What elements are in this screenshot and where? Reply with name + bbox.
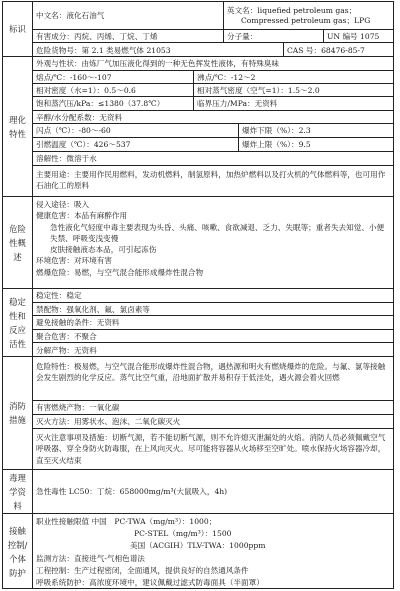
monitoring-method: 监测方法：直接进气-气相色谱法 [36,553,145,563]
label-protection: 接触控制/个体防护 [3,514,33,589]
conditions-to-avoid: 避免接触的条件：无资料 [36,318,120,327]
acgih-tlv: 美国（ACGIH）TLV-TWA：1000ppm [130,541,266,551]
solubility: 溶解性：微溶于水 [36,154,97,163]
section-toxicity [3,470,393,514]
explosion-hazard: 燃爆危险：易燃，与空气混合能形成爆炸性混合物 [36,267,204,277]
msds-table [2,1,394,589]
molecular-weight: 分子量： [223,30,323,42]
relative-density-water: 相对密度（水=1）：0.5～0.6 [36,85,136,95]
relative-density-air: 相对蒸气密度（空气=1）：1.5～2.0 [193,84,393,96]
ignition-temperature: 引燃温度（℃）：426～537 [36,140,131,149]
hazard-goods-number: 危险货物号：第 2.1 类易燃气体 21053 [36,45,171,55]
appearance: 外观与性状：由炼厂气加压液化得到的一种无色挥发性液体，有特殊臭味 [36,59,279,68]
critical-pressure: 临界压力/MPa：无资料 [193,97,393,110]
incompatible-materials: 禁配物：强氧化剂、氟、氯卤素等 [36,304,150,314]
vapor-pressure: 饱和蒸汽压/kPa：≤1380（37.8℃） [36,99,165,108]
pc-stel: PC-STEL（mg/m³）：1500 [134,529,232,539]
octanol-water-coefficient: 辛醇/水分配系数：无资料 [36,112,123,122]
label-fire: 消防措施 [3,357,33,469]
firefighting-precautions: 灭火注意事项及措施：切断气源，若不能切断气源，则不允许熄灭泄漏处的火焰。消防人员必须佩戴空气呼吸器、穿全身防火防毒服，在上风向灭火。尽可能将容器从火场移至空旷处。喷水保持火场容器冷却，直至灭火结束 [36,433,386,465]
label-stability: 稳定性和反应活性 [3,289,33,356]
skin-contact: 皮肤接触液态本品，可引起冻伤 [50,245,157,255]
label-identity: 标识 [3,2,33,56]
chinese-name: 中文名：液化石油气 [36,11,105,20]
decomposition-products: 分解产物：无资料 [36,345,97,355]
acute-toxicity: 急性毒性 LC50：丁烷：658000mg/m³(大鼠吸入，4h) [36,487,228,496]
explosion-upper-limit: 爆炸上限（%）：9.5 [238,138,393,151]
extinguishing-method: 灭火方法：用雾状水、泡沫、二氧化碳灭火 [36,417,181,426]
stability: 稳定性：稳定 [36,291,82,300]
label-hazard: 危险性概述 [3,197,33,288]
combustion-products: 有害燃烧产物：一氧化碳 [36,403,120,412]
english-name: 英文名：liquefied petroleum gas； Compressed petroleum gas；LPG [223,2,393,29]
section-hazard [3,197,393,289]
route-of-entry: 侵入途径：吸入 [36,200,90,209]
melting-point: 熔点/℃：-160～-107 [36,72,112,82]
polymerization-hazard: 聚合危害：不聚合 [36,331,97,341]
section-fire [3,357,393,470]
section-protection [3,514,393,589]
label-toxicity: 毒理学资料 [3,470,33,513]
flash-point: 闪点（℃）：-80～-60 [36,126,111,135]
hazardous-components: 有害成分：丙烷、丙烯、丁烷、丁烯 [36,31,158,41]
section-stability [3,289,393,357]
oel-china: 职业性接触限值 中国 PC-TWA（mg/m³）：1000； [36,517,217,526]
pc-twa: PC-TWA（mg/m³）：1000； [114,517,217,526]
acute-poisoning: 急性液化气轻度中毒主要表现为头昏、头痛、咳嗽、食欲减退、乏力、失眠等；重者失去知觉、小便失禁、呼吸变浅变慢 [50,222,385,243]
respiratory-protection: 呼吸系统防护：高浓度环境中，建议佩戴过滤式防毒面具（半面罩） [36,578,264,588]
environmental-hazard: 环境危害：对环境有害 [36,256,112,266]
boiling-point: 沸点/℃：-12～2 [193,71,393,83]
fire-hazard-characteristics: 危险特性：极易燃，与空气混合能形成爆炸性混合物，遇热源和明火有燃烧爆炸的危险。与氟、氯等接触会发生剧烈的化学反应。蒸气比空气重，沿地面扩散并易积存于低洼处，遇火源会着火回燃 [36,362,386,383]
explosion-lower-limit: 爆炸下限（%）：2.3 [238,124,393,137]
main-uses: 主要用途：主要用作民用燃料，发动机燃料，制氢原料，加热炉燃料以及打火机的气体燃料等，也可用作石油化工的原料 [36,170,386,191]
section-identity [3,2,393,57]
hazard-overview [36,199,390,278]
un-number: UN 编号 1075 [323,30,393,42]
engineering-controls: 工程控制：生产过程密闭，全面通风，提供良好的自然通风条件 [36,565,249,575]
health-hazard: 健康危害：本品有麻醉作用 [36,211,128,221]
label-physical: 理化特性 [3,57,33,196]
exposure-controls [36,516,390,589]
cas-number: CAS 号：68476-85-7 [283,43,393,57]
section-physical [3,57,393,197]
